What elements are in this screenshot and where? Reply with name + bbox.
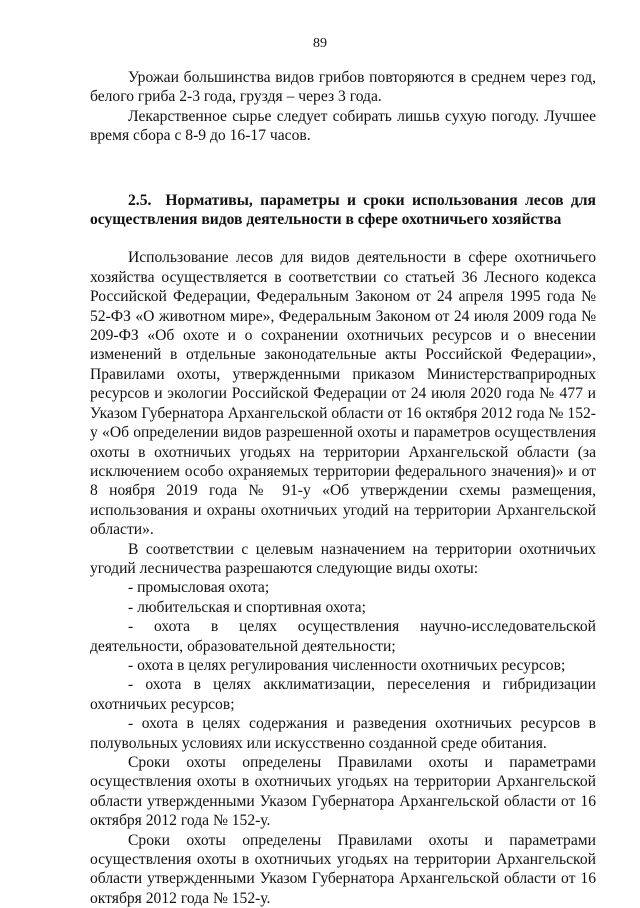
list-item: - любительская и спортивная охота; <box>128 598 366 616</box>
document-body <box>90 68 596 908</box>
paragraph-hunting-terms-1: Сроки охоты определены Правилами охоты и параметрами осуществления охоты в охотничьих угодьях на территории Архангельской области утвержденными Указом Губернатора Архангельской области от 16 октября 2012 года № 152-у. <box>90 754 596 830</box>
paragraph-hunting-terms-2: Сроки охоты определены Правилами охоты и параметрами осуществления охоты в охотничьих угодьях на территории Архангельской области утвержденными Указом Губернатора Архангельской области от 16 октября 2012 года № 152-у. <box>90 831 596 907</box>
section-heading <box>90 191 596 230</box>
list-item: - охота в целях осуществления научно-исследовательской деятельности, образовательной деятельности; <box>90 618 596 655</box>
list-item: - охота в целях акклиматизации, переселения и гибридизации охотничьих ресурсов; <box>90 676 596 713</box>
list-item: - охота в целях содержания и разведения охотничьих ресурсов в полувольных условиях или искусственно созданной среде обитания. <box>90 715 596 752</box>
paragraph-hunting-types-intro: В соответствии с целевым назначением на территории охотничьих угодий лесничества разрешаются следующие виды охоты: <box>90 540 596 577</box>
page-number: 89 <box>313 36 327 51</box>
section-number: 2.5. <box>128 191 152 209</box>
paragraph-medicinal-raw-materials: Лекарственное сырье следует собирать лишьв сухую погоду. Лучшее время сбора с 8-9 до 16-17 часов. <box>90 107 596 145</box>
section-title: Нормативы, параметры и сроки использования лесов для осуществления видов деятельности в сфере охотничьего хозяйства <box>90 191 596 229</box>
list-item: - промысловая охота; <box>128 579 270 597</box>
list-item: - охота в целях регулирования численности охотничьих ресурсов; <box>128 656 566 674</box>
paragraph-mushroom-yields: Урожаи большинства видов грибов повторяются в среднем через год, белого гриба 2-3 года, груздя – через 3 года. <box>90 69 596 106</box>
paragraph-legal-basis: Использование лесов для видов деятельности в сфере охотничьего хозяйства осуществляется в соответствии со статьей 36 Лесного кодекса Российской Федерации, Федеральным Законом от 24 апреля 1995 года № 52-ФЗ «О животном мире», Федеральным Законом от 24 июля 2009 года № 209-ФЗ «Об охоте и о сохранении охотничьих ресурсов и о внесении изменений в отдельные законодательные акты Российской Федерации», Правилами охоты, утвержденными приказом Министерстваприродных ресурсов и экологии Российской Федерации от 24 июля 2020 года № 477 и Указом Губернатора Архангельской области от 16 октября 2012 года № 152-у «Об определении видов разрешенной охоты и параметров осуществления охоты в охотничьих угодьях на территории Архангельской области (за исключением особо охраняемых территории федерального значения)» и от 8 ноября 2019 года № 91-у «Об утверждении схемы размещения, использования и охраны охотничьих угодий на территории Архангельской области». <box>90 249 596 539</box>
